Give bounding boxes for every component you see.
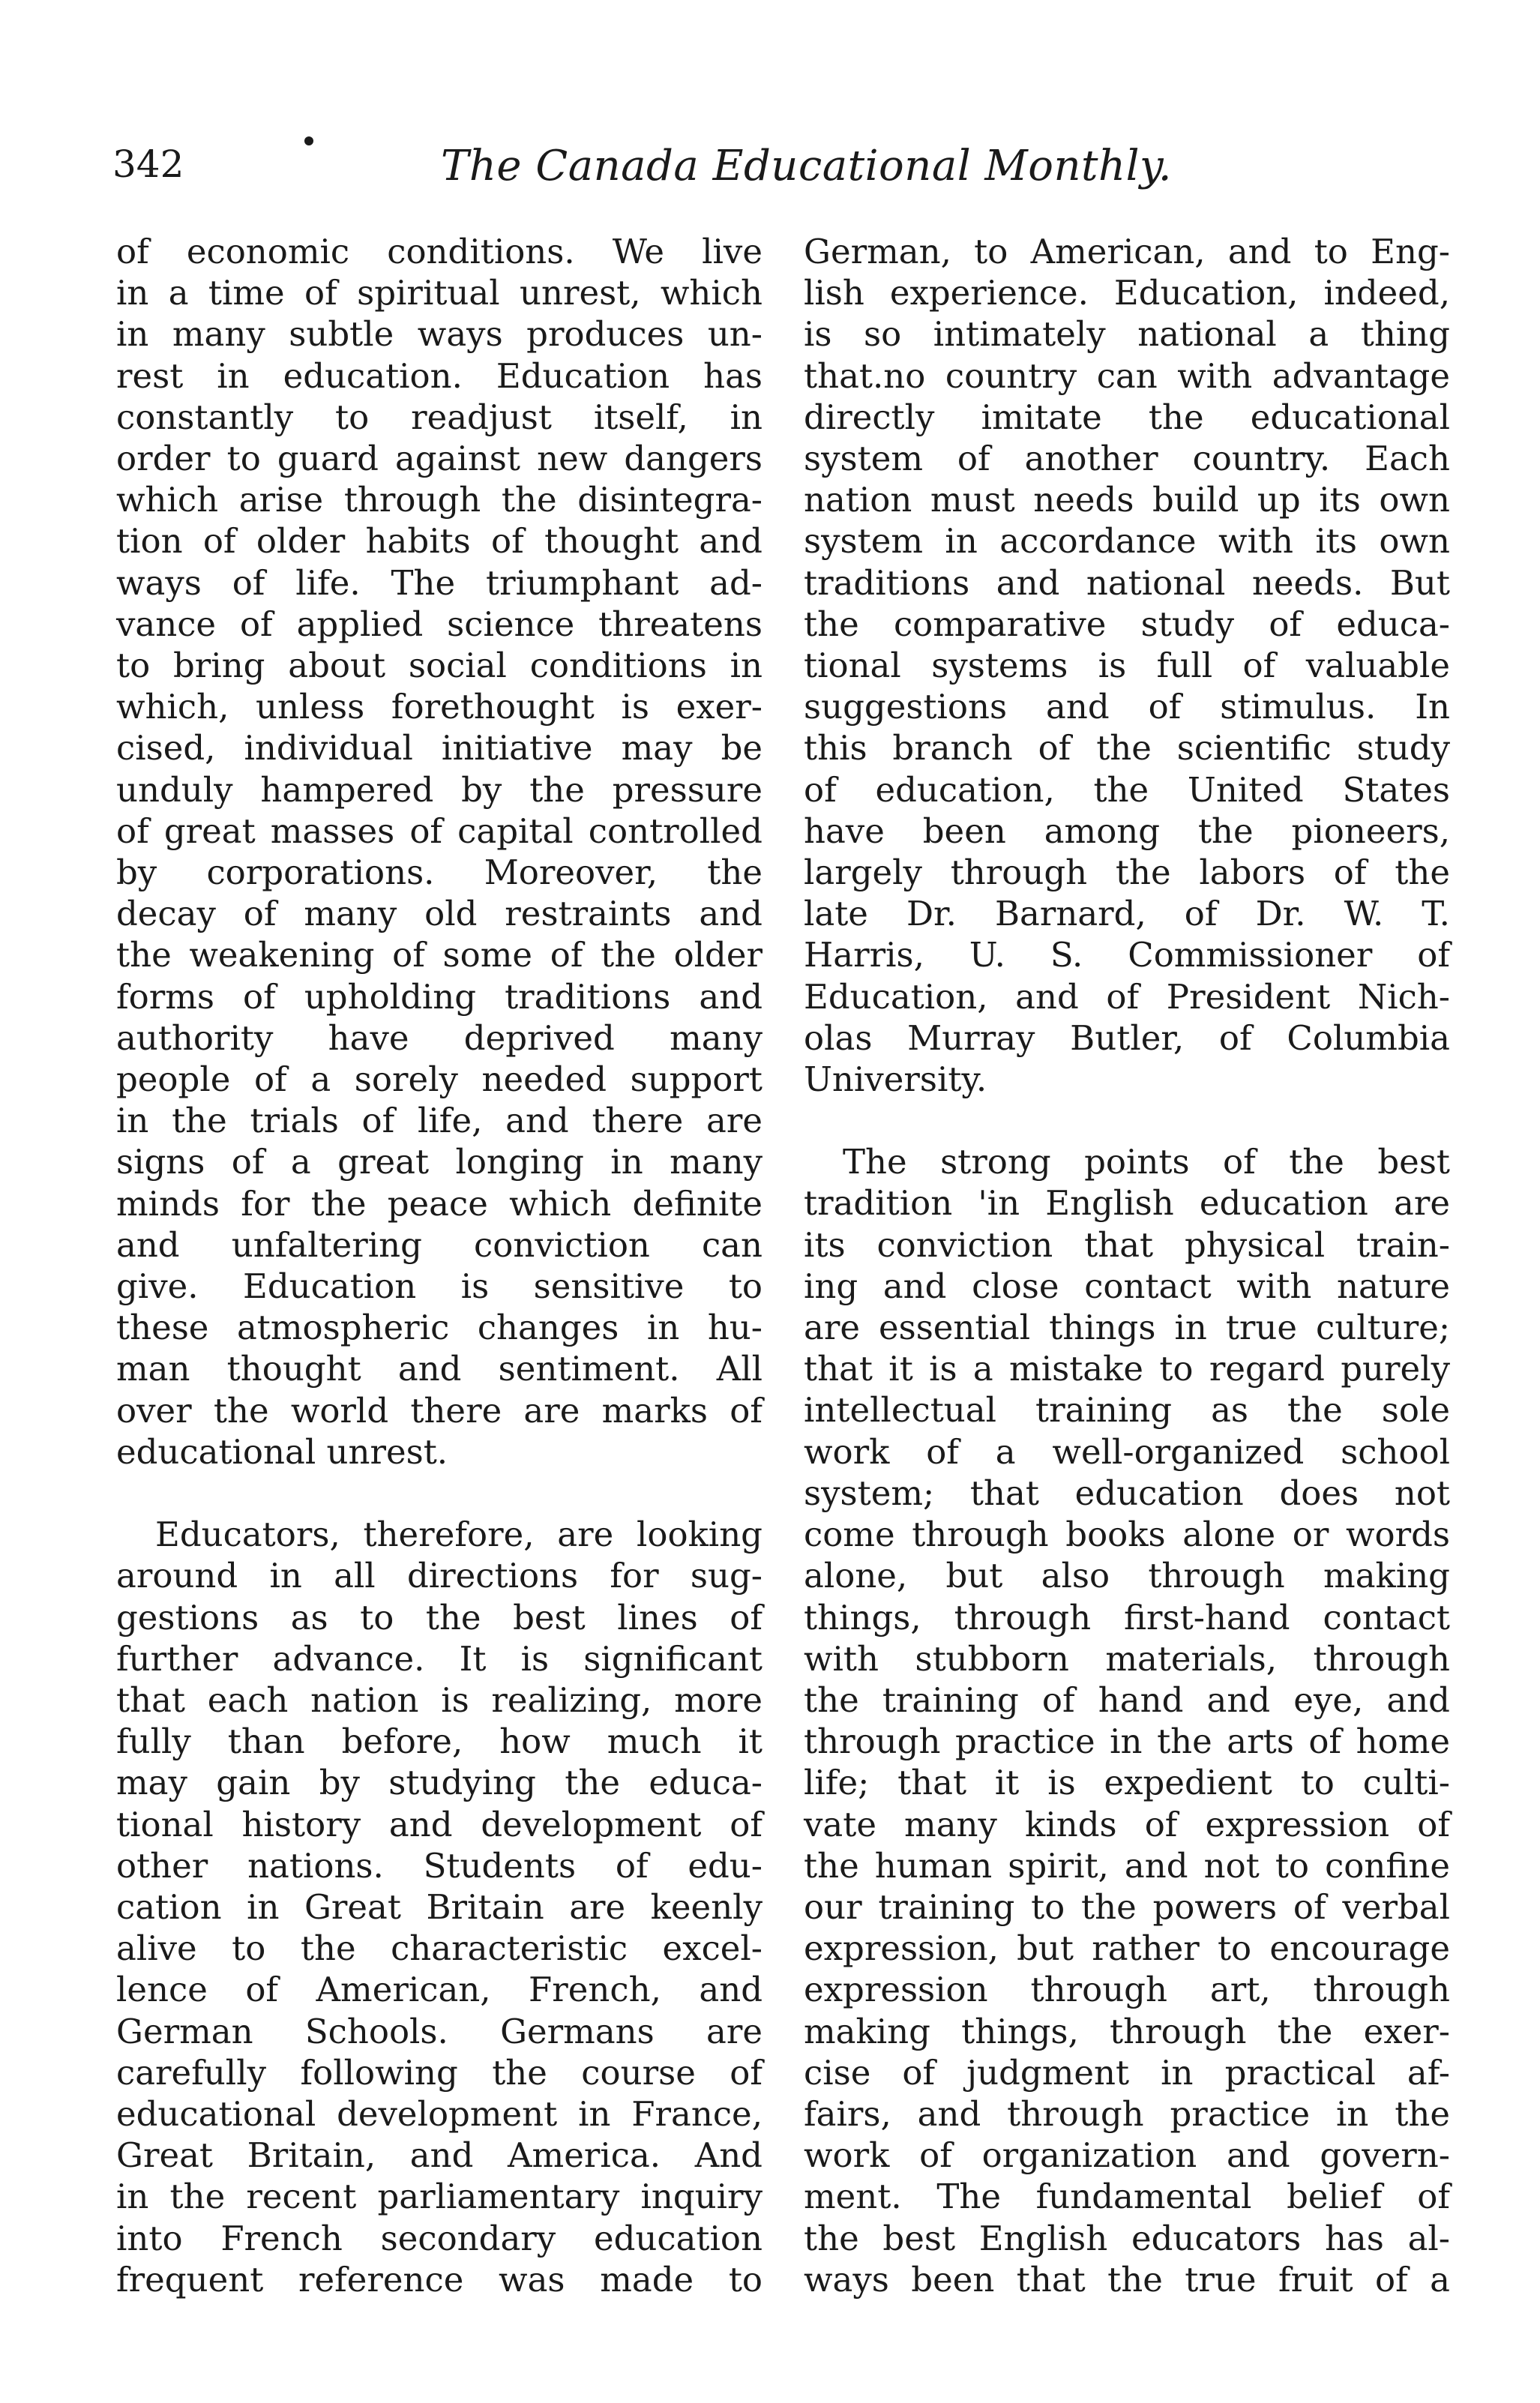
paragraph — [116, 1514, 763, 2300]
text-line: University. — [804, 1059, 987, 1100]
text-line: fully than before, how much it — [116, 1721, 763, 1762]
text-line: work of a well-organized school — [804, 1431, 1450, 1472]
text-line: ment. The fundamental belief of — [804, 2177, 1450, 2217]
text-line: of education, the United States — [804, 769, 1450, 810]
text-line: frequent reference was made to — [116, 2259, 763, 2300]
text-line: by corporations. Moreover, the — [116, 852, 763, 893]
paragraph — [804, 1141, 1450, 2300]
text-line: order to guard against new dangers — [116, 439, 763, 479]
text-line: of economic conditions. We live — [116, 232, 763, 271]
text-line: that it is a mistake to regard purely — [804, 1349, 1450, 1389]
paragraph — [804, 231, 1450, 1100]
text-line: traditions and national needs. But — [804, 562, 1450, 603]
text-line: rest in education. Education has — [116, 355, 763, 396]
text-line: things, through first-hand contact — [804, 1597, 1450, 1637]
text-line: German, to American, and to Eng- — [804, 232, 1450, 271]
text-line: educational unrest. — [116, 1431, 448, 1472]
text-line: ways been that the true fruit of a — [804, 2259, 1450, 2300]
text-line: may gain by studying the educa- — [116, 1763, 763, 1803]
text-line: tional systems is full of valuable — [804, 646, 1450, 686]
text-line: expression through art, through — [804, 1970, 1450, 2010]
text-line: gestions as to the best lines of — [116, 1597, 763, 1637]
text-line: work of organization and govern- — [804, 2135, 1450, 2176]
text-line: people of a sorely needed support — [116, 1059, 763, 1100]
text-line: educational development in France, — [116, 2093, 763, 2134]
text-line: ing and close contact with nature — [804, 1266, 1450, 1306]
text-line: olas Murray Butler, of Columbia — [804, 1017, 1450, 1058]
text-line: cation in Great Britain are keenly — [116, 1886, 763, 1927]
text-line: unduly hampered by the pressure — [116, 769, 763, 810]
text-line: and unfaltering conviction can — [116, 1224, 763, 1265]
left-column — [116, 231, 763, 2300]
text-line: cise of judgment in practical af- — [804, 2052, 1450, 2093]
text-line: into French secondary education — [116, 2218, 763, 2258]
text-line: the training of hand and eye, and — [804, 1679, 1450, 1720]
text-line: which arise through the disintegra- — [116, 480, 763, 520]
text-line: with stubborn materials, through — [804, 1638, 1450, 1679]
text-line: the weakening of some of the older — [116, 935, 763, 975]
paragraph-gap — [804, 1100, 1450, 1141]
text-line: system in accordance with its own — [804, 521, 1450, 562]
text-line: signs of a great longing in many — [116, 1142, 763, 1182]
text-line: largely through the labors of the — [804, 852, 1450, 893]
text-line: cised, individual initiative may be — [116, 728, 763, 769]
text-line: is so intimately national a thing — [804, 314, 1450, 355]
text-line: man thought and sentiment. All — [116, 1349, 763, 1389]
text-line: that each nation is realizing, more — [116, 1679, 763, 1720]
text-line: through practice in the arts of home — [804, 1721, 1450, 1762]
ink-speck — [304, 136, 313, 145]
text-line: vate many kinds of expression of — [804, 1804, 1450, 1844]
text-line: give. Education is sensitive to — [116, 1266, 763, 1307]
text-line: other nations. Students of edu- — [116, 1845, 763, 1886]
text-line: suggestions and of stimulus. In — [804, 687, 1450, 727]
text-line: fairs, and through practice in the — [804, 2093, 1450, 2134]
text-line: system; that education does not — [804, 1473, 1450, 1513]
text-line: minds for the peace which definite — [116, 1183, 763, 1224]
text-line: carefully following the course of — [116, 2052, 763, 2093]
text-line: Harris, U. S. Commissioner of — [804, 935, 1450, 975]
text-line: the human spirit, and not to confine — [804, 1845, 1450, 1886]
text-line: alone, but also through making — [804, 1556, 1450, 1596]
text-line: forms of upholding traditions and — [116, 976, 763, 1017]
text-line: tional history and development of — [116, 1804, 763, 1844]
text-line: lence of American, French, and — [116, 1970, 763, 2010]
right-column — [804, 231, 1450, 2300]
text-line: tion of older habits of thought and — [116, 521, 763, 562]
text-line: in many subtle ways produces un- — [116, 314, 763, 355]
text-line: alive to the characteristic excel- — [116, 1928, 763, 1969]
text-line: directly imitate the educational — [804, 397, 1450, 437]
text-line: lish experience. Education, indeed, — [804, 273, 1450, 313]
text-line: decay of many old restraints and — [116, 894, 763, 934]
text-line: in the trials of life, and there are — [116, 1101, 763, 1141]
text-line: its conviction that physical train- — [804, 1224, 1450, 1265]
text-line: have been among the pioneers, — [804, 810, 1450, 851]
text-line: in the recent parliamentary inquiry — [116, 2177, 763, 2217]
text-line: to bring about social conditions in — [116, 646, 763, 686]
text-line — [116, 1514, 763, 1555]
paragraph — [116, 231, 763, 1473]
text-line: Education, and of President Nich- — [804, 976, 1450, 1017]
text-line: authority have deprived many — [116, 1017, 763, 1058]
running-title: The Canada Educational Monthly. — [441, 142, 1173, 190]
text-line: this branch of the scientific study — [804, 728, 1450, 769]
text-line: system of another country. Each — [804, 439, 1450, 479]
paragraph-gap — [116, 1473, 763, 1514]
text-line: which, unless forethought is exer- — [116, 687, 763, 727]
text-line: our training to the powers of verbal — [804, 1886, 1450, 1927]
text-line: come through books alone or words — [804, 1515, 1450, 1555]
text-line: life; that it is expedient to culti- — [804, 1763, 1450, 1803]
text-line: the comparative study of educa- — [804, 604, 1450, 644]
text-line-content: Educators, therefore, are looking — [155, 1515, 763, 1555]
text-line-content: The strong points of the best — [843, 1142, 1450, 1182]
text-line: the best English educators has al- — [804, 2218, 1450, 2258]
text-line: expression, but rather to encourage — [804, 1928, 1450, 1969]
text-line: making things, through the exer- — [804, 2011, 1450, 2051]
text-line: these atmospheric changes in hu- — [116, 1308, 763, 1348]
text-line — [804, 1141, 1450, 1182]
text-line: are essential things in true culture; — [804, 1308, 1450, 1348]
text-line: intellectual training as the sole — [804, 1390, 1450, 1431]
text-line: nation must needs build up its own — [804, 480, 1450, 520]
text-line: late Dr. Barnard, of Dr. W. T. — [804, 894, 1450, 934]
text-line: of great masses of capital controlled — [116, 810, 763, 851]
text-line: tradition 'in English education are — [804, 1183, 1450, 1224]
text-line: further advance. It is significant — [116, 1638, 763, 1679]
text-line: vance of applied science threatens — [116, 604, 763, 644]
text-line: German Schools. Germans are — [116, 2011, 763, 2051]
text-line: constantly to readjust itself, in — [116, 397, 763, 437]
page-number: 342 — [112, 142, 184, 186]
text-line: over the world there are marks of — [116, 1390, 763, 1431]
text-line: that.no country can with advantage — [804, 355, 1450, 396]
text-line: ways of life. The triumphant ad- — [116, 562, 763, 603]
text-line: Great Britain, and America. And — [116, 2135, 763, 2176]
text-line: around in all directions for sug- — [116, 1556, 763, 1596]
text-line: in a time of spiritual unrest, which — [116, 273, 763, 313]
